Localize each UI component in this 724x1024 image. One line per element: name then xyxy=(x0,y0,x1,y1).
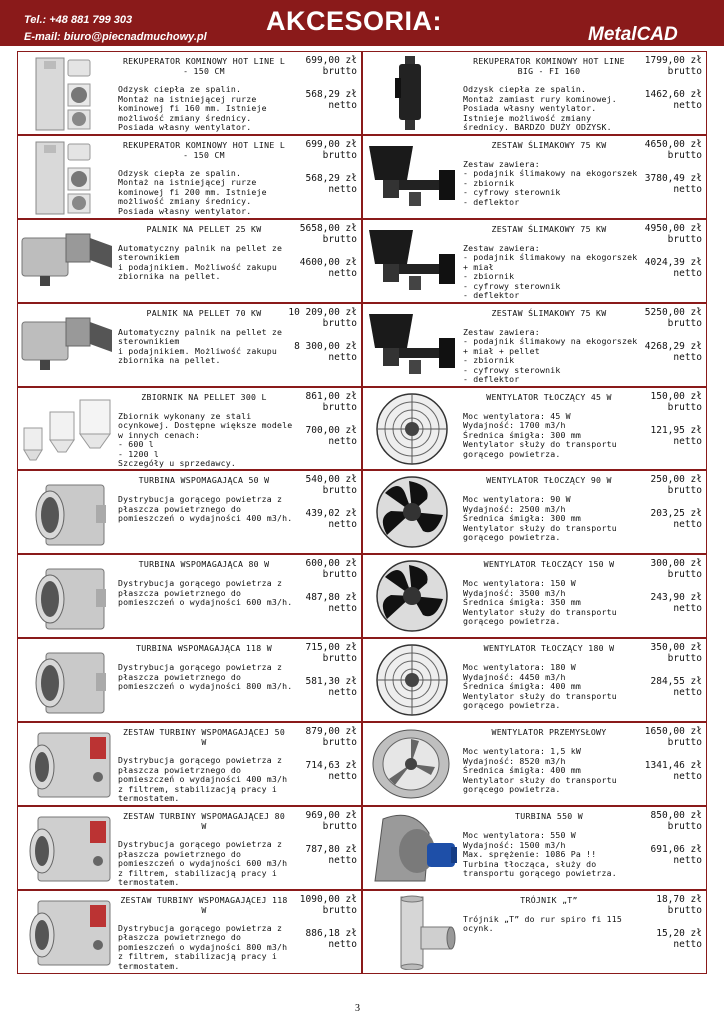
product-name: TURBINA WSPOMAGAJĄCA 118 W xyxy=(136,643,272,654)
price-net xyxy=(651,676,702,698)
price-net xyxy=(645,760,702,782)
turbine-set-icon xyxy=(20,895,114,970)
product-description: Dystrybucja gorącego powietrza z płaszcza powietrznego do pomieszczeń o wydajności 800 m3/h. xyxy=(118,662,293,692)
price-net-value: 691,06 zł xyxy=(650,844,702,856)
price-gross-label: brutto xyxy=(322,66,357,77)
screw-feeder-icon xyxy=(365,308,459,383)
page-number: 3 xyxy=(355,1003,360,1014)
price-gross-value: 4950,00 zł xyxy=(644,222,702,234)
price-net-value: 8 300,00 zł xyxy=(294,340,357,352)
product-card xyxy=(17,554,362,638)
price-net xyxy=(651,425,702,447)
price-gross-label: brutto xyxy=(322,317,357,329)
price-gross-label: brutto xyxy=(667,149,702,161)
price-net-label: netto xyxy=(328,687,357,699)
product-description: Odzysk ciepła ze spalin. Montaż na istniejącej rurze kominowej fi 200 mm. Istnieje możliwość zmiany średnicy. Posiada własny wentylator. xyxy=(118,167,267,216)
price-gross-label: brutto xyxy=(667,233,702,245)
product-card xyxy=(17,890,362,974)
price-gross-label: brutto xyxy=(322,233,357,245)
price-net xyxy=(651,508,702,530)
recuperator-icon xyxy=(20,140,114,215)
price-net xyxy=(651,844,702,866)
price-gross-value: 1090,00 zł xyxy=(299,893,357,905)
price-gross xyxy=(651,642,702,664)
product-description: Automatyczny palnik na pellet ze sterownikiem i podajnikiem. Możliwość zakupu zbiornika na pellet. xyxy=(118,242,283,282)
price-gross xyxy=(306,642,357,664)
price-gross xyxy=(645,55,702,77)
price-gross xyxy=(300,223,357,245)
product-description: Odzysk ciepła ze spalin. Montaż na istniejącej rurze kominowej fi 160 mm. Istnieje możliwość zmiany średnicy. Posiada własny wentylator. xyxy=(118,84,267,132)
product-grid xyxy=(17,51,707,974)
price-net-label: netto xyxy=(328,603,357,615)
fan-blade-icon xyxy=(365,559,459,634)
product-description: Trójnik „T” do rur spiro fi 115 ocynk. xyxy=(463,913,623,934)
price-net xyxy=(645,173,702,195)
price-net-value: 4268,29 zł xyxy=(644,340,702,352)
price-gross xyxy=(645,307,702,329)
fan-grille-icon xyxy=(365,392,459,467)
product-name: WENTYLATOR TŁOCZĄCY 45 W xyxy=(486,391,612,402)
product-name: REKUPERATOR KOMINOWY HOT LINE L - 150 CM xyxy=(122,139,286,160)
price-net-value: 714,63 zł xyxy=(305,760,357,772)
product-description: Moc wentylatora: 90 W Wydajność: 2500 m3/h Średnica śmigła: 300 mm Wentylator służy do transportu gorącego powietrza. xyxy=(463,494,617,543)
price-gross xyxy=(645,223,702,245)
price-net-label: netto xyxy=(328,183,357,195)
product-card xyxy=(17,387,362,471)
price-gross-label: brutto xyxy=(667,317,702,329)
product-name: TURBINA WSPOMAGAJĄCA 80 W xyxy=(138,559,270,570)
turbine-icon xyxy=(20,643,114,718)
fan-grille-icon xyxy=(365,643,459,718)
price-gross xyxy=(645,139,702,161)
product-description: Dystrybucja gorącego powietrza z płaszcza powietrznego do pomieszczeń o wydajności 800 m3/h z filtrem, stabilizacją pracy i termostatem. xyxy=(118,922,288,971)
price-gross-value: 4650,00 zł xyxy=(644,138,702,150)
screw-feeder-icon xyxy=(365,224,459,299)
product-card xyxy=(362,387,707,471)
price-net-label: netto xyxy=(673,938,702,950)
price-net xyxy=(306,425,357,447)
product-name: PALNIK NA PELLET 70 KW xyxy=(146,307,262,318)
price-net xyxy=(645,341,702,363)
product-card xyxy=(17,470,362,554)
price-gross-value: 715,00 zł xyxy=(305,642,357,654)
price-gross-label: brutto xyxy=(322,653,357,665)
price-net-label: netto xyxy=(673,687,702,699)
price-gross-value: 1650,00 zł xyxy=(644,726,702,738)
brand-logo: MetalCAD xyxy=(588,24,678,45)
price-gross xyxy=(306,474,357,496)
product-description: Moc wentylatora: 150 W Wydajność: 3500 m3/h Średnica śmigła: 350 mm Wentylator służy do transportu gorącego powietrza. xyxy=(463,578,617,627)
price-net xyxy=(656,928,702,950)
price-gross-value: 350,00 zł xyxy=(650,642,702,654)
price-gross-label: brutto xyxy=(322,401,357,413)
price-net-value: 243,90 zł xyxy=(650,592,702,604)
price-gross-label: brutto xyxy=(322,904,357,916)
product-name: TURBINA 550 W xyxy=(515,811,583,822)
price-net-value: 439,02 zł xyxy=(305,508,357,520)
price-gross-label: brutto xyxy=(667,904,702,916)
product-name: ZESTAW TURBINY WSPOMAGAJĄCEJ 118 W xyxy=(120,894,288,915)
price-gross-label: brutto xyxy=(322,569,357,581)
page-title: AKCESORIA: xyxy=(266,6,443,36)
turbine-set-icon xyxy=(20,811,114,886)
product-card xyxy=(362,806,707,890)
product-description: Moc wentylatora: 1,5 kW Wydajność: 8520 m3/h Średnica śmigła: 400 mm Wentylator służy do transportu gorącego powietrza. xyxy=(463,746,617,795)
price-net-label: netto xyxy=(328,938,357,950)
product-card xyxy=(362,219,707,303)
price-gross-value: 850,00 zł xyxy=(650,810,702,822)
price-net xyxy=(651,592,702,614)
price-net-label: netto xyxy=(673,351,702,363)
price-gross-value: 861,00 zł xyxy=(305,390,357,402)
price-gross xyxy=(651,474,702,496)
price-net-label: netto xyxy=(673,855,702,867)
price-net-label: netto xyxy=(328,267,357,279)
price-gross-label: brutto xyxy=(322,149,357,161)
price-gross-value: 1799,00 zł xyxy=(644,55,702,66)
product-description: Zestaw zawiera: - podajnik ślimakowy na ekogorszek + miał + pellet - zbiornik - cyfrowy sterownik - deflektor xyxy=(463,326,638,385)
price-gross xyxy=(306,558,357,580)
price-gross xyxy=(306,391,357,413)
product-name: WENTYLATOR PRZEMYSŁOWY xyxy=(491,727,607,738)
product-name: PALNIK NA PELLET 25 KW xyxy=(146,223,262,234)
product-card xyxy=(17,219,362,303)
price-net xyxy=(306,676,357,698)
price-gross xyxy=(306,726,357,748)
price-gross-label: brutto xyxy=(667,66,702,77)
page-header xyxy=(0,0,724,46)
phone-text: Tel.: +48 881 799 303 xyxy=(24,14,133,26)
product-card xyxy=(17,806,362,890)
price-gross xyxy=(651,391,702,413)
price-gross xyxy=(651,810,702,832)
product-description: Zestaw zawiera: - podajnik ślimakowy na ekogorszek - zbiornik - cyfrowy sterownik - deflektor xyxy=(463,158,638,207)
price-gross-value: 5658,00 zł xyxy=(299,222,357,234)
price-gross xyxy=(288,307,357,329)
pellet-burner-icon xyxy=(20,224,114,299)
price-gross xyxy=(306,139,357,161)
product-name: ZESTAW ŚLIMAKOWY 75 KW xyxy=(491,307,607,318)
product-card xyxy=(17,303,362,387)
price-gross xyxy=(300,894,357,916)
price-net xyxy=(306,928,357,950)
price-net xyxy=(306,592,357,614)
price-gross-label: brutto xyxy=(667,737,702,749)
product-description: Automatyczny palnik na pellet ze sterownikiem i podajnikiem. Możliwość zakupu zbiornika na pellet. xyxy=(118,326,283,366)
price-net-value: 700,00 zł xyxy=(305,424,357,436)
price-net-label: netto xyxy=(328,100,357,111)
product-name: ZBIORNIK NA PELLET 300 L xyxy=(141,391,267,402)
price-net-value: 568,29 zł xyxy=(305,89,357,100)
fan-blade-icon xyxy=(365,475,459,550)
price-net-label: netto xyxy=(328,435,357,447)
price-gross-value: 969,00 zł xyxy=(305,810,357,822)
price-gross-label: brutto xyxy=(667,653,702,665)
price-net xyxy=(306,89,357,111)
product-card xyxy=(362,303,707,387)
product-name: REKUPERATOR KOMINOWY HOT LINE BIG - FI 160 xyxy=(473,56,625,76)
price-gross-label: brutto xyxy=(667,401,702,413)
price-net-value: 487,80 zł xyxy=(305,592,357,604)
product-card xyxy=(362,554,707,638)
price-net xyxy=(645,89,702,111)
price-gross xyxy=(306,810,357,832)
product-name: WENTYLATOR TŁOCZĄCY 150 W xyxy=(483,559,615,570)
price-gross xyxy=(306,55,357,77)
price-net xyxy=(306,508,357,530)
turbine-set-icon xyxy=(20,727,114,802)
product-card xyxy=(362,51,707,135)
price-net-value: 284,55 zł xyxy=(650,676,702,688)
price-net-value: 886,18 zł xyxy=(305,927,357,939)
price-gross-label: brutto xyxy=(322,485,357,497)
product-card xyxy=(362,890,707,974)
price-net-label: netto xyxy=(673,100,702,111)
price-net-value: 4024,39 zł xyxy=(644,256,702,268)
price-gross-label: brutto xyxy=(667,485,702,497)
price-net xyxy=(645,257,702,279)
price-net xyxy=(294,341,357,363)
price-net-label: netto xyxy=(328,519,357,531)
price-gross-label: brutto xyxy=(667,569,702,581)
price-net-label: netto xyxy=(673,435,702,447)
product-name: ZESTAW ŚLIMAKOWY 75 KW xyxy=(491,223,607,234)
price-gross-label: brutto xyxy=(322,737,357,749)
product-card xyxy=(17,722,362,806)
product-card xyxy=(17,51,362,135)
product-name: WENTYLATOR TŁOCZĄCY 180 W xyxy=(483,643,615,654)
price-net-value: 581,30 zł xyxy=(305,676,357,688)
price-gross-label: brutto xyxy=(667,821,702,833)
product-card xyxy=(362,135,707,219)
price-net-value: 3780,49 zł xyxy=(644,172,702,184)
price-gross-value: 699,00 zł xyxy=(305,138,357,150)
price-net-value: 15,20 zł xyxy=(656,927,702,939)
product-description: Dystrybucja gorącego powietrza z płaszcza powietrznego do pomieszczeń o wydajności 600 m3/h z filtrem, stabilizacją pracy i termostatem. xyxy=(118,839,288,888)
price-net-label: netto xyxy=(328,855,357,867)
price-net-value: 1341,46 zł xyxy=(644,760,702,772)
tee-pipe-icon xyxy=(365,895,459,970)
price-net-label: netto xyxy=(673,183,702,195)
product-card xyxy=(17,135,362,219)
price-net-value: 121,95 zł xyxy=(650,424,702,436)
price-gross-value: 879,00 zł xyxy=(305,726,357,738)
product-name: ZESTAW TURBINY WSPOMAGAJĄCEJ 50 W xyxy=(122,727,286,748)
price-gross-value: 5250,00 zł xyxy=(644,306,702,318)
product-description: Odzysk ciepła ze spalin. Montaż zamiast rury kominowej. Posiada własny wentylator. Istnieje możliwość zmiany średnicy. BARDZO DUŻY ODZYSK. xyxy=(463,84,617,132)
product-description: Moc wentylatora: 550 W Wydajność: 1500 m3/h Max. sprężenie: 1086 Pa !! Turbina tłocząca, służy do transportu gorącego powietrza. xyxy=(463,830,617,879)
duct-fan-icon xyxy=(365,727,459,802)
screw-feeder-icon xyxy=(365,140,459,215)
price-gross-value: 18,70 zł xyxy=(656,893,702,905)
product-description: Dystrybucja gorącego powietrza z płaszcza powietrznego do pomieszczeń o wydajności 400 m3/h z filtrem, stabilizacją pracy i termostatem. xyxy=(118,755,288,804)
price-net xyxy=(306,760,357,782)
product-card xyxy=(17,638,362,722)
price-net xyxy=(306,844,357,866)
price-gross-value: 540,00 zł xyxy=(305,474,357,486)
product-description: Dystrybucja gorącego powietrza z płaszcza powietrznego do pomieszczeń o wydajności 400 m3/h. xyxy=(118,494,293,524)
turbine-icon xyxy=(20,475,114,550)
price-gross xyxy=(656,894,702,916)
price-gross-value: 10 209,00 zł xyxy=(288,306,357,318)
pellet-tank-icon xyxy=(20,392,114,467)
recuperator-icon xyxy=(20,56,114,131)
email-text: E-mail: biuro@piecnadmuchowy.pl xyxy=(24,31,207,43)
contact-info xyxy=(24,12,207,46)
product-card xyxy=(362,638,707,722)
product-card xyxy=(362,470,707,554)
price-gross-value: 699,00 zł xyxy=(305,55,357,66)
product-description: Zbiornik wykonany ze stali ocynkowej. Dostępne większe modele w innych cenach: - 600 l - 1200 l Szczegóły u sprzedawcy. xyxy=(118,410,293,469)
recuperator-big-icon xyxy=(365,56,459,131)
product-description: Zestaw zawiera: - podajnik ślimakowy na ekogorszek + miał - zbiornik - cyfrowy sterownik - deflektor xyxy=(463,242,638,301)
product-description: Moc wentylatora: 45 W Wydajność: 1700 m3/h Średnica śmigła: 300 mm Wentylator służy do transportu gorącego powietrza. xyxy=(463,410,617,459)
product-description: Dystrybucja gorącego powietrza z płaszcza powietrznego do pomieszczeń o wydajności 600 m3/h. xyxy=(118,578,293,608)
price-gross xyxy=(645,726,702,748)
price-net-label: netto xyxy=(673,519,702,531)
price-gross-value: 250,00 zł xyxy=(650,474,702,486)
price-gross xyxy=(651,558,702,580)
price-net xyxy=(300,257,357,279)
price-gross-label: brutto xyxy=(322,821,357,833)
pellet-burner-icon xyxy=(20,308,114,383)
product-name: REKUPERATOR KOMINOWY HOT LINE L - 150 CM xyxy=(122,56,286,76)
product-name: TRÓJNIK „T” xyxy=(520,894,578,905)
turbine-icon xyxy=(20,559,114,634)
price-gross-value: 300,00 zł xyxy=(650,558,702,570)
product-name: WENTYLATOR TŁOCZĄCY 90 W xyxy=(486,475,612,486)
product-card xyxy=(362,722,707,806)
price-gross-value: 150,00 zł xyxy=(650,390,702,402)
price-net-label: netto xyxy=(673,603,702,615)
price-net-value: 787,80 zł xyxy=(305,844,357,856)
price-net-value: 4600,00 zł xyxy=(299,256,357,268)
price-net-label: netto xyxy=(673,771,702,783)
price-net-label: netto xyxy=(673,267,702,279)
product-name: ZESTAW TURBINY WSPOMAGAJĄCEJ 80 W xyxy=(122,811,286,832)
product-description: Moc wentylatora: 180 W Wydajność: 4450 m3/h Średnica śmigła: 400 mm Wentylator służy do transportu gorącego powietrza. xyxy=(463,662,617,711)
price-net-label: netto xyxy=(328,771,357,783)
price-net-label: netto xyxy=(328,351,357,363)
blower-icon xyxy=(365,811,459,886)
price-net-value: 1462,60 zł xyxy=(644,89,702,100)
price-net xyxy=(306,173,357,195)
price-net-value: 203,25 zł xyxy=(650,508,702,520)
price-net-value: 568,29 zł xyxy=(305,172,357,184)
product-name: ZESTAW ŚLIMAKOWY 75 KW xyxy=(491,139,607,150)
product-name: TURBINA WSPOMAGAJĄCA 50 W xyxy=(138,475,270,486)
price-gross-value: 600,00 zł xyxy=(305,558,357,570)
